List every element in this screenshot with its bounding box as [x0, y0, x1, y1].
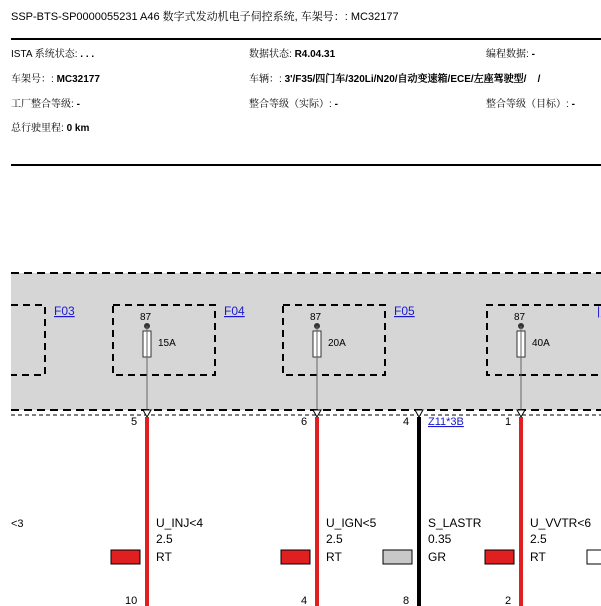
wire-s-lastr-color-code: GR — [428, 550, 446, 564]
wire-u-inj-color-swatch — [111, 550, 140, 564]
wire-u-inj-pin-bottom: 10 — [125, 595, 138, 606]
wire-u-ign-pin-bottom: 4 — [301, 595, 308, 606]
target-level-label: 整合等级（目标）: — [486, 99, 569, 110]
next-wire-swatch-partial — [587, 550, 601, 564]
ista-status-label: ISTA 系统状态: — [11, 49, 78, 60]
wire-u-ign-color-code: RT — [326, 550, 342, 564]
wire-s-lastr-pin-top: 4 — [403, 416, 410, 428]
fuse-f04-pin: 87 — [140, 312, 152, 323]
vin-label: 车架号：: — [11, 74, 54, 85]
fuse-f03-label[interactable]: F03 — [54, 304, 75, 318]
actual-level-label: 整合等级（实际）: — [249, 99, 332, 110]
wire-u-inj-name: U_INJ<4 — [156, 516, 204, 530]
wire-u-vvtr-name: U_VVTR<6 — [530, 516, 592, 530]
wire-s-lastr-pin-bottom: 8 — [403, 595, 410, 606]
factory-level-label: 工厂整合等级: — [11, 99, 74, 110]
wire-s-lastr-color-swatch — [383, 550, 412, 564]
wire-u-inj-size: 2.5 — [156, 532, 173, 546]
connector-z11-link[interactable]: Z11*3B — [428, 416, 464, 428]
fuse-f06-pin: 87 — [514, 312, 526, 323]
vin-value: MC32177 — [56, 74, 100, 85]
fuse-f05-rating: 20A — [328, 338, 346, 349]
wire-u-ign-color-swatch — [281, 550, 310, 564]
mileage-label: 总行驶里程: — [11, 123, 64, 134]
wire-u-vvtr-color-code: RT — [530, 550, 546, 564]
fuse-f05-pin: 87 — [310, 312, 322, 323]
wire-s-lastr-size: 0.35 — [428, 532, 452, 546]
wire-u-vvtr-size: 2.5 — [530, 532, 547, 546]
programming-data-label: 编程数据: — [486, 49, 529, 60]
fuse-f05-label[interactable]: F05 — [394, 304, 415, 318]
ista-status-value: . . . — [80, 49, 95, 60]
fuse-f04-label[interactable]: F04 — [224, 304, 245, 318]
data-status-label: 数据状态: — [249, 49, 292, 60]
pin-marker-6 — [313, 410, 321, 417]
vehicle-label: 车辆：: — [249, 74, 282, 85]
wire-u-vvtr-pin-top: 1 — [505, 416, 512, 428]
left-partial-label: <3 — [11, 518, 24, 530]
pin-marker-4 — [415, 410, 423, 417]
vehicle-suffix: / — [537, 74, 541, 85]
wire-u-inj-pin-top: 5 — [131, 416, 138, 428]
wire-u-ign-size: 2.5 — [326, 532, 343, 546]
programming-data-value: - — [531, 49, 535, 60]
wire-u-vvtr-pin-bottom: 2 — [505, 595, 512, 606]
data-status-value: R4.04.31 — [294, 49, 336, 60]
wire-u-ign-pin-top: 6 — [301, 416, 308, 428]
fuse-f06-label-partial[interactable]: | — [597, 304, 601, 318]
wire-s-lastr-name: S_LASTR — [428, 516, 482, 530]
fuse-f06-rating: 40A — [532, 338, 550, 349]
fuse-box-band — [11, 273, 601, 410]
mileage-value: 0 km — [66, 123, 90, 134]
vehicle-value: 3'/F35/四门车/320Li/N20/自动变速箱/ECE/左座驾驶型/ — [284, 74, 527, 85]
factory-level-value: - — [76, 99, 80, 110]
page-title: SSP-BTS-SP0000055231 A46 数字式发动机电子伺控系统, 车架号：: MC32177 — [11, 11, 399, 23]
pin-marker-1 — [517, 410, 525, 417]
wire-u-inj-color-code: RT — [156, 550, 172, 564]
target-level-value: - — [571, 99, 575, 110]
pin-marker-5 — [143, 410, 151, 417]
fuse-f04-rating: 15A — [158, 338, 176, 349]
wire-u-vvtr-color-swatch — [485, 550, 514, 564]
wire-u-ign-name: U_IGN<5 — [326, 516, 377, 530]
actual-level-value: - — [334, 99, 338, 110]
